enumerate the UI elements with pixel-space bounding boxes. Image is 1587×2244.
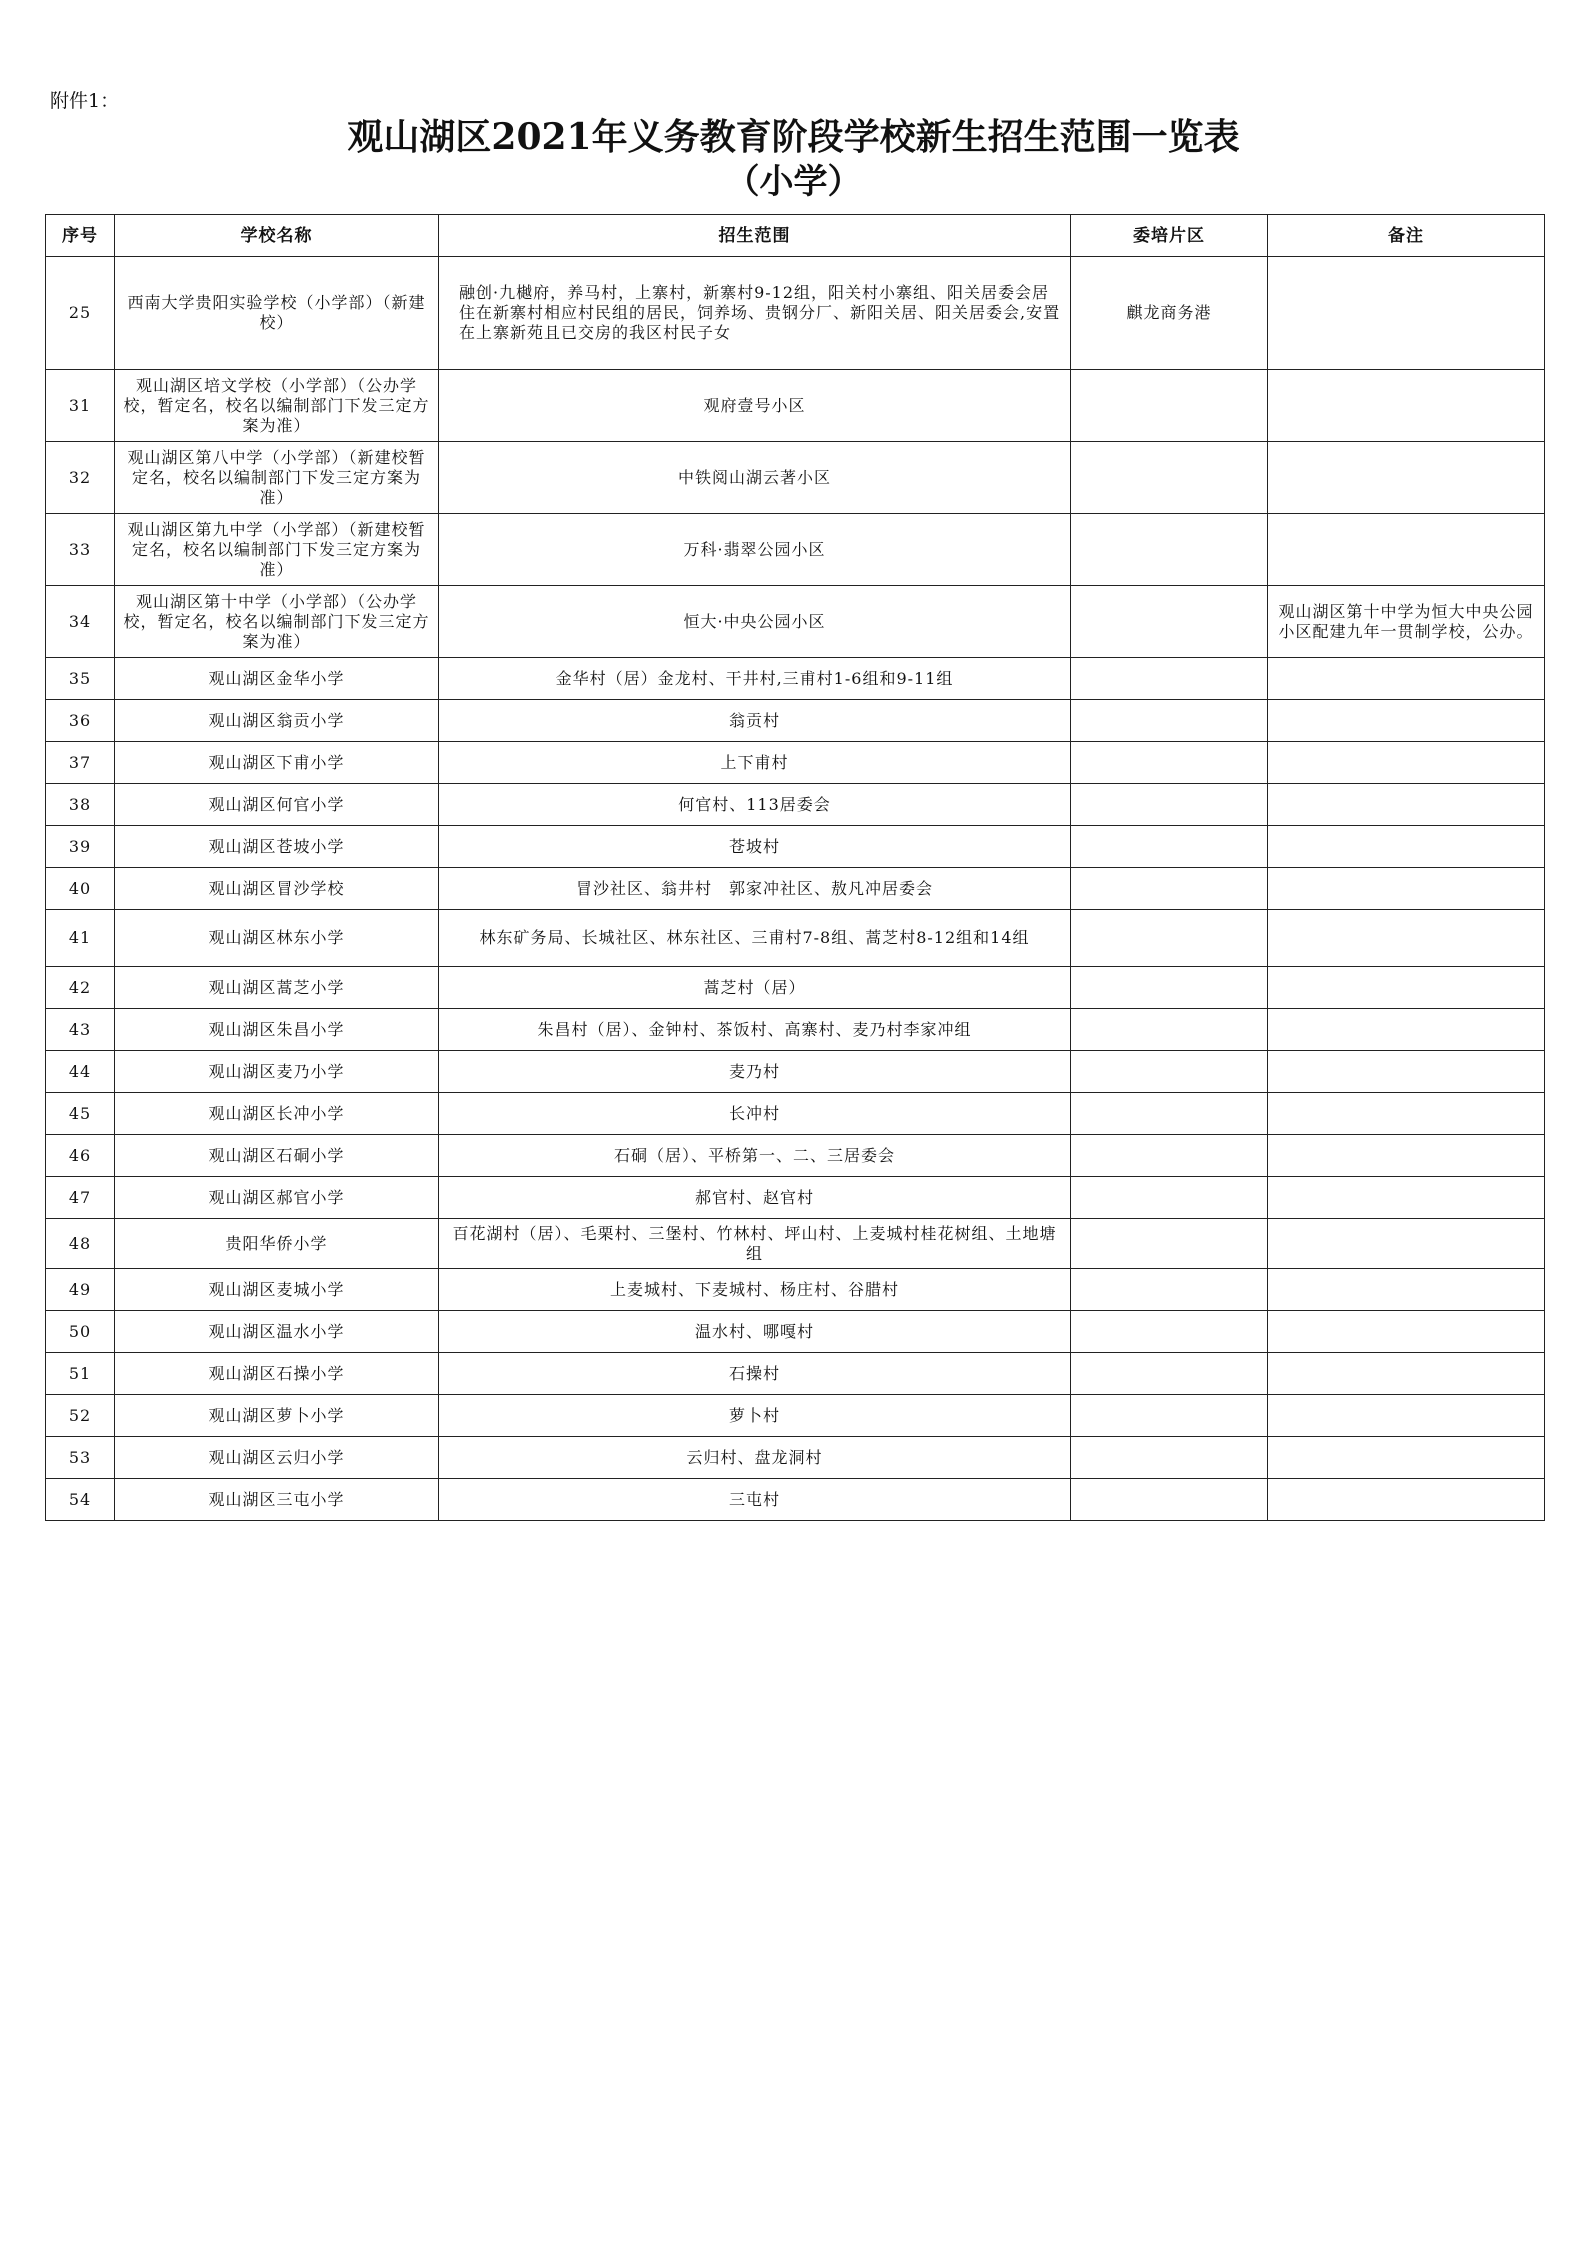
cell-range: 蒿芝村（居）	[439, 967, 1071, 1009]
cell-school: 观山湖区石硐小学	[115, 1135, 439, 1177]
cell-school: 观山湖区麦乃小学	[115, 1051, 439, 1093]
cell-no: 37	[46, 742, 115, 784]
cell-zone	[1071, 1093, 1268, 1135]
cell-school: 观山湖区云归小学	[115, 1437, 439, 1479]
header-school: 学校名称	[115, 215, 439, 257]
cell-zone	[1071, 784, 1268, 826]
table-row	[46, 1177, 1545, 1219]
cell-school: 观山湖区下甫小学	[115, 742, 439, 784]
cell-school: 观山湖区培文学校（小学部）（公办学校，暂定名，校名以编制部门下发三定方案为准）	[115, 370, 439, 442]
cell-range: 萝卜村	[439, 1395, 1071, 1437]
cell-school: 观山湖区三屯小学	[115, 1479, 439, 1521]
cell-note	[1268, 514, 1545, 586]
cell-school: 贵阳华侨小学	[115, 1219, 439, 1269]
cell-zone	[1071, 586, 1268, 658]
table-row	[46, 1437, 1545, 1479]
cell-range: 恒大·中央公园小区	[439, 586, 1071, 658]
table-row	[46, 1009, 1545, 1051]
cell-school: 观山湖区苍坡小学	[115, 826, 439, 868]
cell-note	[1268, 257, 1545, 370]
cell-note	[1268, 1093, 1545, 1135]
document-subtitle: （小学）	[725, 162, 862, 202]
cell-range: 融创·九樾府，养马村，上寨村，新寨村9-12组，阳关村小寨组、阳关居委会居住在新寨村相应村民组的居民，饲养场、贵钢分厂、新阳关居、阳关居委会,安置在上寨新苑且已交房的我区村民子女	[439, 257, 1071, 370]
cell-zone	[1071, 1135, 1268, 1177]
cell-school: 观山湖区温水小学	[115, 1311, 439, 1353]
cell-no: 53	[46, 1437, 115, 1479]
cell-no: 25	[46, 257, 115, 370]
cell-note	[1268, 1135, 1545, 1177]
cell-zone	[1071, 1177, 1268, 1219]
cell-range: 三屯村	[439, 1479, 1071, 1521]
cell-zone	[1071, 514, 1268, 586]
cell-school: 观山湖区第八中学（小学部）（新建校暂定名，校名以编制部门下发三定方案为准）	[115, 442, 439, 514]
cell-note	[1268, 1437, 1545, 1479]
table-row	[46, 442, 1545, 514]
document-title: 观山湖区2021年义务教育阶段学校新生招生范围一览表	[347, 116, 1240, 158]
cell-zone	[1071, 1395, 1268, 1437]
cell-note	[1268, 1353, 1545, 1395]
cell-no: 42	[46, 967, 115, 1009]
cell-zone	[1071, 910, 1268, 967]
cell-note: 观山湖区第十中学为恒大中央公园小区配建九年一贯制学校，公办。	[1268, 586, 1545, 658]
cell-no: 47	[46, 1177, 115, 1219]
table-row	[46, 1311, 1545, 1353]
cell-range: 百花湖村（居）、毛栗村、三堡村、竹林村、坪山村、上麦城村桂花树组、土地塘组	[439, 1219, 1071, 1269]
table-row	[46, 868, 1545, 910]
cell-note	[1268, 784, 1545, 826]
cell-note	[1268, 1479, 1545, 1521]
table-row	[46, 1093, 1545, 1135]
cell-note	[1268, 370, 1545, 442]
cell-range: 翁贡村	[439, 700, 1071, 742]
cell-school: 观山湖区蒿芝小学	[115, 967, 439, 1009]
cell-no: 33	[46, 514, 115, 586]
cell-zone	[1071, 1479, 1268, 1521]
cell-school: 观山湖区郝官小学	[115, 1177, 439, 1219]
cell-no: 41	[46, 910, 115, 967]
table-body	[46, 257, 1545, 1521]
cell-range: 金华村（居）金龙村、干井村,三甫村1-6组和9-11组	[439, 658, 1071, 700]
cell-no: 32	[46, 442, 115, 514]
cell-note	[1268, 1219, 1545, 1269]
cell-school: 观山湖区第十中学（小学部）（公办学校，暂定名，校名以编制部门下发三定方案为准）	[115, 586, 439, 658]
cell-zone	[1071, 826, 1268, 868]
cell-no: 38	[46, 784, 115, 826]
header-range: 招生范围	[439, 215, 1071, 257]
cell-range: 云归村、盘龙洞村	[439, 1437, 1071, 1479]
cell-note	[1268, 967, 1545, 1009]
cell-school: 观山湖区翁贡小学	[115, 700, 439, 742]
cell-zone	[1071, 442, 1268, 514]
table-row	[46, 586, 1545, 658]
cell-no: 31	[46, 370, 115, 442]
cell-no: 43	[46, 1009, 115, 1051]
cell-zone	[1071, 1311, 1268, 1353]
table-row	[46, 910, 1545, 967]
cell-zone	[1071, 1353, 1268, 1395]
header-note: 备注	[1268, 215, 1545, 257]
cell-school: 观山湖区林东小学	[115, 910, 439, 967]
cell-range: 中铁阅山湖云著小区	[439, 442, 1071, 514]
cell-no: 50	[46, 1311, 115, 1353]
cell-no: 36	[46, 700, 115, 742]
cell-no: 35	[46, 658, 115, 700]
cell-zone	[1071, 370, 1268, 442]
table-row	[46, 784, 1545, 826]
cell-range: 冒沙社区、翁井村 郭家冲社区、敖凡冲居委会	[439, 868, 1071, 910]
cell-range: 温水村、哪嘎村	[439, 1311, 1071, 1353]
cell-zone	[1071, 868, 1268, 910]
table-row	[46, 700, 1545, 742]
cell-school: 观山湖区何官小学	[115, 784, 439, 826]
table-row	[46, 826, 1545, 868]
attachment-label: 附件1：	[50, 90, 120, 112]
table-row	[46, 658, 1545, 700]
cell-no: 49	[46, 1269, 115, 1311]
cell-zone	[1071, 658, 1268, 700]
cell-note	[1268, 1269, 1545, 1311]
cell-range: 郝官村、赵官村	[439, 1177, 1071, 1219]
cell-zone	[1071, 700, 1268, 742]
cell-note	[1268, 658, 1545, 700]
cell-note	[1268, 826, 1545, 868]
cell-range: 苍坡村	[439, 826, 1071, 868]
cell-school: 西南大学贵阳实验学校（小学部）（新建校）	[115, 257, 439, 370]
cell-zone	[1071, 1051, 1268, 1093]
cell-no: 54	[46, 1479, 115, 1521]
header-no: 序号	[46, 215, 115, 257]
cell-note	[1268, 742, 1545, 784]
cell-school: 观山湖区萝卜小学	[115, 1395, 439, 1437]
cell-zone	[1071, 1269, 1268, 1311]
enrollment-table	[45, 214, 1545, 1521]
cell-no: 45	[46, 1093, 115, 1135]
cell-range: 林东矿务局、长城社区、林东社区、三甫村7-8组、蒿芝村8-12组和14组	[439, 910, 1071, 967]
cell-note	[1268, 910, 1545, 967]
cell-zone	[1071, 1219, 1268, 1269]
cell-range: 长冲村	[439, 1093, 1071, 1135]
cell-note	[1268, 1009, 1545, 1051]
cell-school: 观山湖区麦城小学	[115, 1269, 439, 1311]
cell-range: 麦乃村	[439, 1051, 1071, 1093]
table-row	[46, 1051, 1545, 1093]
table-row	[46, 967, 1545, 1009]
cell-school: 观山湖区长冲小学	[115, 1093, 439, 1135]
cell-school: 观山湖区朱昌小学	[115, 1009, 439, 1051]
cell-no: 51	[46, 1353, 115, 1395]
header-zone: 委培片区	[1071, 215, 1268, 257]
cell-range: 观府壹号小区	[439, 370, 1071, 442]
cell-range: 何官村、113居委会	[439, 784, 1071, 826]
cell-range: 石硐（居）、平桥第一、二、三居委会	[439, 1135, 1071, 1177]
cell-range: 石操村	[439, 1353, 1071, 1395]
cell-range: 上下甫村	[439, 742, 1071, 784]
cell-school: 观山湖区第九中学（小学部）（新建校暂定名，校名以编制部门下发三定方案为准）	[115, 514, 439, 586]
cell-note	[1268, 1395, 1545, 1437]
table-row	[46, 1219, 1545, 1269]
cell-no: 52	[46, 1395, 115, 1437]
cell-no: 40	[46, 868, 115, 910]
cell-no: 39	[46, 826, 115, 868]
table-row	[46, 1395, 1545, 1437]
table-row	[46, 742, 1545, 784]
cell-no: 46	[46, 1135, 115, 1177]
cell-note	[1268, 700, 1545, 742]
table-row	[46, 257, 1545, 370]
cell-zone	[1071, 742, 1268, 784]
table-row	[46, 514, 1545, 586]
cell-note	[1268, 1311, 1545, 1353]
table-row	[46, 1135, 1545, 1177]
cell-zone	[1071, 967, 1268, 1009]
cell-range: 上麦城村、下麦城村、杨庄村、谷腊村	[439, 1269, 1071, 1311]
cell-note	[1268, 442, 1545, 514]
cell-school: 观山湖区金华小学	[115, 658, 439, 700]
cell-zone	[1071, 1437, 1268, 1479]
cell-no: 48	[46, 1219, 115, 1269]
cell-zone: 麒龙商务港	[1071, 257, 1268, 370]
cell-zone	[1071, 1009, 1268, 1051]
cell-note	[1268, 1177, 1545, 1219]
table-row	[46, 370, 1545, 442]
table-row	[46, 1479, 1545, 1521]
cell-school: 观山湖区冒沙学校	[115, 868, 439, 910]
table-row	[46, 1269, 1545, 1311]
table-header-row	[46, 215, 1545, 257]
cell-note	[1268, 1051, 1545, 1093]
cell-range: 万科·翡翠公园小区	[439, 514, 1071, 586]
table-row	[46, 1353, 1545, 1395]
cell-school: 观山湖区石操小学	[115, 1353, 439, 1395]
cell-note	[1268, 868, 1545, 910]
cell-no: 44	[46, 1051, 115, 1093]
cell-range: 朱昌村（居）、金钟村、茶饭村、高寨村、麦乃村李家冲组	[439, 1009, 1071, 1051]
cell-no: 34	[46, 586, 115, 658]
